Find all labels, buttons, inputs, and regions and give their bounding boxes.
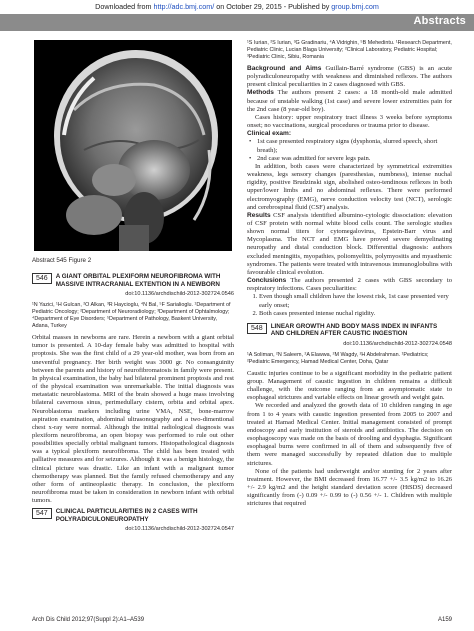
results-paragraph: Results CSF analysis identified albumino-cytologic dissociation: elevation of CSF protein with normal white blood cells count. The serologic studies shown normal titers for cytomegalovirus, Epstein-Barr virus and Mycoplasma. The NCT and EMG have proved severe demyelinating neuropathy and distal conduction block. Differential diagnosis: authors excluded meningitis, myopathies, poliomyelitis, polymyositis and myasthenic syndromes. The patients were treated with intravenous immunoglobulins with favourable clinical evolution.: [247, 211, 452, 276]
abstract-authors: ¹A Soliman, ²N Saleem, ²A Elawwa, ²M Wagdy, ²H Abdelrahman. ¹Pediatrics; ²Pediatric Emergency, Hamad Medical Center, Doha, Qatar: [247, 351, 429, 365]
right-column: [247, 40, 452, 508]
list-item: 2. Both cases presented intense nuchal rigidity.: [259, 310, 452, 318]
mri-scan-image: [34, 40, 232, 251]
list-item: 1. Even though small children have the lowest risk, 1st case presented very early onset;: [259, 293, 452, 309]
addition-paragraph: In addition, both cases were characterized by symmetrical extremities weakness, legs sensory changes (paresthesias, numbness), intense nuchal rigidity, positive Brudzinski sign, abolished osteo-tendinous reflexes in both upper/lower limbs and no abdominal reflexes. There were performed electromyography (EMG), nerve conduction velocity test (NCT), serologic and cerebrospinal fluid (CSF) analysis.: [247, 162, 452, 211]
abstract-authors: ¹N Yazici, ¹H Gulcan, ²O Alkan, ³R Haycioglu, ⁴N Bal, ⁵F Sarialioglu. ¹Department of Pediatric Oncology; ²Department of Neuroradiology; ³Department of Ophtalmology; ⁴Department of Eye Disorders; ⁵Department of Pathology, Baskent University, Adana, Turkey: [32, 302, 231, 330]
download-notice: Downloaded from http://adc.bmj.com/ on October 29, 2015 - Published by group.bmj.com: [95, 2, 379, 11]
abstract-546-header: [32, 273, 234, 288]
abstract-body: Orbital masses in newborns are rare. Herein a newborn with a giant orbital tumor is presented. A 10-day female baby was admitted to hospital with proptosis. She was the first child of a 29 year-old mother, was born from an uneventful pregnancy. Her birth weight was 3000 gr. No consanguinity between the parents and history of neurofibromatosis in family were present. In physical examination, the baby had bilateral prominent proptosis and rest of the physical examination was unremarkable. The initial diagnosis was metastatic neuroblastoma. MRI of the brain showed a huge mass involving bilateral cavernous sinus, perimedullary cistern, orbita and orbital apex. Neuroblastoma markers including urine VMA, NSE, bone-marrow aspiration examination, abdominal ultrasonography and a two-dimentional chest x-ray were normal. Although the initial radiological diagnosis was plexiform neurofibroma, an open biopsy was performed to rule out other possibilities specially orbital malignant tumors. Histopathological diagnosis was a typical plexiform neurofibroma. The child has been treated with palliative measures and for seizures. Although it was a benign histology, the clinical picture was drastic. Like an infant with a malignant tumor chemotherapy was planned. But the family refused chemotherapy and any other form of antineoplastic therapy. In conclusion, the plexiform neurofibroma must be taken in consideration in newborn infant with orbital tumors.: [32, 334, 234, 505]
abstract-title: LINEAR GROWTH AND BODY MASS INDEX IN INFANTS AND CHILDREN AFTER CAUSTIC INGESTION: [270, 322, 438, 338]
section-title: Abstracts: [413, 15, 466, 27]
background-paragraph: Background and Aims Guillain-Barré syndrome (GBS) is an acute polyradiculoneuropathy with weakness and diminished reflexes. The authors present clinical peculiarities in 2 cases diagnosed with GBS.: [247, 65, 452, 89]
abstract-doi[interactable]: doi:10.1136/archdischild-2012-302724.0546: [125, 290, 234, 297]
abstract-doi[interactable]: doi:10.1136/archdischild-2012-302724.0548: [343, 340, 452, 347]
abstract-547-header: [32, 508, 234, 523]
conclusions-paragraph: Conclusions The authors presented 2 cases with GBS secondary to respiratory infections. Cases peculiarities:: [247, 277, 452, 293]
abstract-548-header: [247, 323, 452, 338]
footer-citation: Arch Dis Child 2012;97(Suppl 2):A1–A539: [32, 617, 145, 623]
abstract-title: A GIANT ORBITAL PLEXIFORM NEUROFIBROMA WITH MASSIVE INTRACRANIAL EXTENTION IN A NEWBORN: [55, 273, 221, 288]
list-item: • 2nd case was admitted for severe legs pain.: [257, 155, 452, 163]
abstract-body: None of the patients had underweight and/or stunting for 2 years after treatment. However, the BMI decreased from 16.77 +/- 3.5 kg/m2 to 16.26 +/- 2.9 kg/m2 and the height standard deviation score (HtSDS) decreased significantly from (-) 0.09 +/- 0.99 to (-) 0.56 +/- 1. Children with multiple strictures that required: [247, 467, 452, 508]
clinical-exam-list: [247, 138, 452, 162]
abstract-number: 546: [32, 273, 52, 284]
publisher-link[interactable]: group.bmj.com: [331, 2, 379, 11]
abstract-title: CLINICAL PARTICULARITIES IN 2 CASES WITH POLYRADICULONEUROPATHY: [55, 508, 198, 523]
conclusions-list: [247, 293, 452, 317]
methods-paragraph: Methods The authors present 2 cases: a 18 month-old male admitted because of unstable walking (1st case) and severe lower extremities pain for the 2nd case (8 year-old boy).: [247, 89, 452, 113]
journal-link[interactable]: http://adc.bmj.com/: [153, 2, 215, 11]
abstract-doi[interactable]: doi:10.1136/archdischild-2012-302724.0547: [125, 526, 234, 533]
abstract-body: Caustic injuries continue to be a significant morbidity in the pediatric patient group. Management of caustic ingestion in children remains a difficult challenge, with the outcome ranging from an asymptomatic state to esophageal strictures and variable effects on linear growth and weight gain.: [247, 369, 452, 402]
clinical-exam-heading: Clinical exam:: [247, 130, 292, 138]
abstract-547-authors: ¹S Iurian, ²S Iurian, ³G Gradinariu, ⁴A Vidrighin, ⁵B Mehedintu. ¹Research Department, Pediatric Clinic, Lucian Blaga University; ²Clinical Laboratory, Pediatric Hospital; ³Pediatric Clinic, Sibiu, Romania: [247, 40, 452, 60]
abstract-number: 547: [32, 508, 52, 519]
left-column: [32, 40, 234, 537]
figure-caption: Abstract 545 Figure 2: [32, 257, 92, 264]
footer-page-number: A159: [437, 617, 452, 623]
abstract-number: 548: [247, 323, 267, 334]
abstract-body: We recorded and analyzed the growth data of 10 children ranging in age from 1 to 4 years with caustic ingestion presented from 2005 to 2007 and treated at Hamad Medical Center. Initial management consisted of prompt endoscopy and early institution of steroids and antibiotics. The decision on esophagoscopy was made on the basis of drooling and dysphagia. Significant esophageal burns were confirmed in all of them and subsequently five of them were managed successfully by repeated dilation due to multiple strictures.: [247, 402, 452, 467]
history-paragraph: Cases history: upper respiratory tract illness 3 weeks before symptoms onset; no vaccinations, surgical procedures or trauma prior to disease.: [247, 113, 452, 130]
list-item: • 1st case presented respiratory signs (dysphonia, slurred speech, short breath);: [257, 138, 452, 154]
mri-scan-figure: [34, 40, 232, 251]
section-banner: [0, 14, 474, 31]
